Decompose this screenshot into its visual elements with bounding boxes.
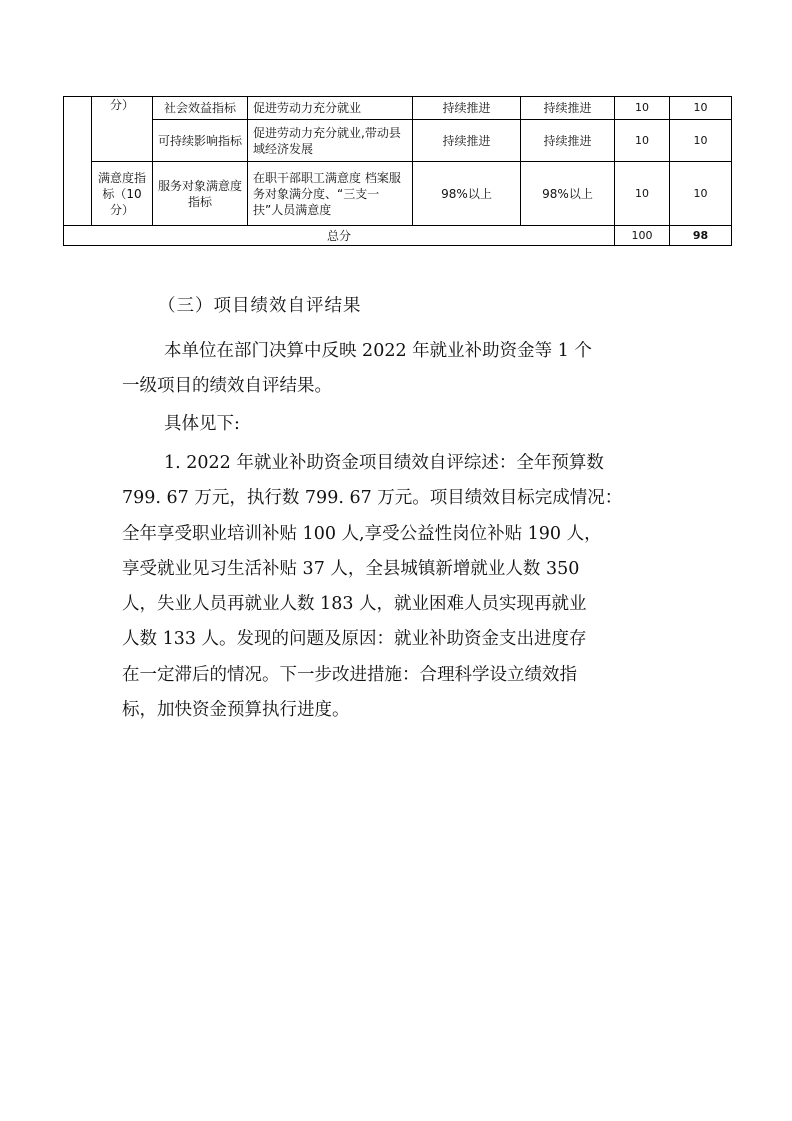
table-row [64, 120, 732, 162]
paragraph-line: 1. 2022 年就业补助资金项目绩效自评综述：全年预算数 [164, 453, 604, 473]
table-cell [64, 97, 92, 226]
paragraph-line: 人，失业人员再就业人数 183 人，就业困难人员实现再就业 [122, 594, 587, 615]
table-cell: 10 [670, 97, 732, 120]
table-cell: 10 [615, 162, 670, 226]
paragraph-line: 享受就业见习生活补贴 37 人，全县城镇新增就业人数 350 [122, 558, 580, 579]
table-cell: 持续推进 [413, 97, 521, 120]
paragraph-line: 在一定滞后的情况。下一步改进措施：合理科学设立绩效指 [122, 664, 577, 685]
total-score: 100 [615, 226, 670, 246]
paragraph-line: 本单位在部门决算中反映 2022 年就业补助资金等 1 个 [164, 341, 592, 361]
table-cell: 满意度指标（10分） [92, 162, 153, 226]
table-cell: 10 [615, 97, 670, 120]
paragraph-line: 一级项目的绩效自评结果。 [122, 376, 332, 397]
table-row-total [64, 226, 732, 246]
table-cell: 社会效益指标 [153, 97, 248, 120]
performance-table [63, 96, 732, 246]
table-cell: 10 [670, 120, 732, 162]
total-label: 总分 [64, 226, 615, 246]
table-cell: 98%以上 [521, 162, 615, 226]
paragraph-1 [122, 334, 682, 405]
paragraph-3 [122, 446, 682, 728]
table-row [64, 97, 732, 120]
table-cell: 在职干部职工满意度 档案服务对象满分度、“三支一扶”人员满意度 [248, 162, 413, 226]
table-cell: 持续推进 [413, 120, 521, 162]
table-row [64, 162, 732, 226]
paragraph-line: 标，加快资金预算执行进度。 [122, 700, 350, 721]
table-cell: 持续推进 [521, 97, 615, 120]
section-heading: （三）项目绩效自评结果 [158, 296, 362, 316]
table-cell: 可持续影响指标 [153, 120, 248, 162]
paragraph-2 [122, 407, 682, 442]
table-cell: 促进劳动力充分就业 [248, 97, 413, 120]
paragraph-line: 全年享受职业培训补贴 100 人,享受公益性岗位补贴 190 人， [122, 523, 602, 544]
paragraph-line: 人数 133 人。发现的问题及原因：就业补助资金支出进度存 [122, 629, 587, 650]
table-cell: 服务对象满意度指标 [153, 162, 248, 226]
table-cell: 10 [615, 120, 670, 162]
table-cell: 10 [670, 162, 732, 226]
table-cell: 促进劳动力充分就业,带动县域经济发展 [248, 120, 413, 162]
table-cell: 持续推进 [521, 120, 615, 162]
table-cell: 分） [92, 97, 153, 162]
paragraph-line: 799. 67 万元，执行数 799. 67 万元。项目绩效目标完成情况： [122, 488, 623, 509]
total-actual: 98 [670, 226, 732, 246]
paragraph-line: 具体见下: [164, 414, 240, 434]
table-cell: 98%以上 [413, 162, 521, 226]
